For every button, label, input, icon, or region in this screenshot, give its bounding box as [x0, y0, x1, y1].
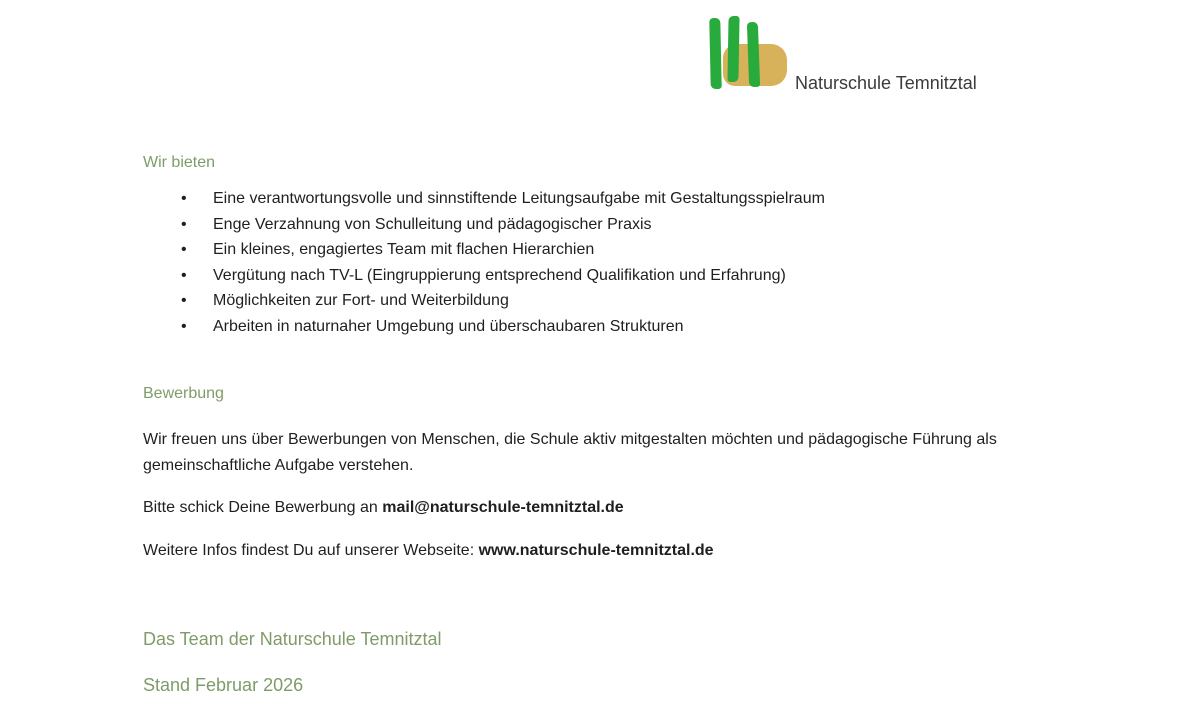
application-intro-paragraph: Wir freuen uns über Bewerbungen von Menschen, die Schule aktiv mitgestalten möchten und pädagogische Führung als gemeinschaftliche Aufgabe verstehen. [143, 431, 997, 474]
document-body [143, 152, 1050, 697]
offer-list-item: • Ein kleines, engagiertes Team mit flachen Hierarchien [213, 237, 1050, 263]
logo-brush-stroke [709, 18, 721, 89]
logo-brush-stroke [727, 16, 739, 82]
email-address: mail@naturschule-temnitztal.de [382, 499, 624, 516]
team-signature: Das Team der Naturschule Temnitztal [143, 629, 442, 649]
offer-list-item: • Arbeiten in naturnaher Umgebung und überschaubaren Strukturen [213, 314, 1050, 340]
section-heading-offer: Wir bieten [143, 154, 216, 171]
org-name: Naturschule Temnitztal [795, 73, 977, 93]
offer-list-item: • Enge Verzahnung von Schulleitung und pädagogischer Praxis [213, 212, 1050, 238]
email-line [143, 495, 1043, 521]
offer-list-item: • Eine verantwortungsvolle und sinnstiftende Leitungsaufgabe mit Gestaltungsspielraum [213, 186, 1050, 212]
email-prefix-text: Bitte schick Deine Bewerbung an [143, 499, 383, 516]
org-logo-icon [710, 10, 788, 96]
offer-list-item: • Möglichkeiten zur Fort- und Weiterbildung [213, 288, 1050, 314]
offer-list-item: • Vergütung nach TV-L (Eingruppierung entsprechend Qualifikation und Erfahrung) [213, 263, 1050, 289]
section-heading-application: Bewerbung [143, 385, 224, 402]
website-line [143, 538, 1043, 564]
website-prefix-text: Weitere Infos findest Du auf unserer Webseite: [143, 541, 479, 559]
logo [710, 10, 1190, 96]
date-stamp: Stand Februar 2026 [143, 675, 304, 695]
offer-list [143, 186, 1050, 339]
logo-brush-stroke [747, 22, 760, 87]
website-url: www.naturschule-temnitztal.de [478, 541, 714, 559]
